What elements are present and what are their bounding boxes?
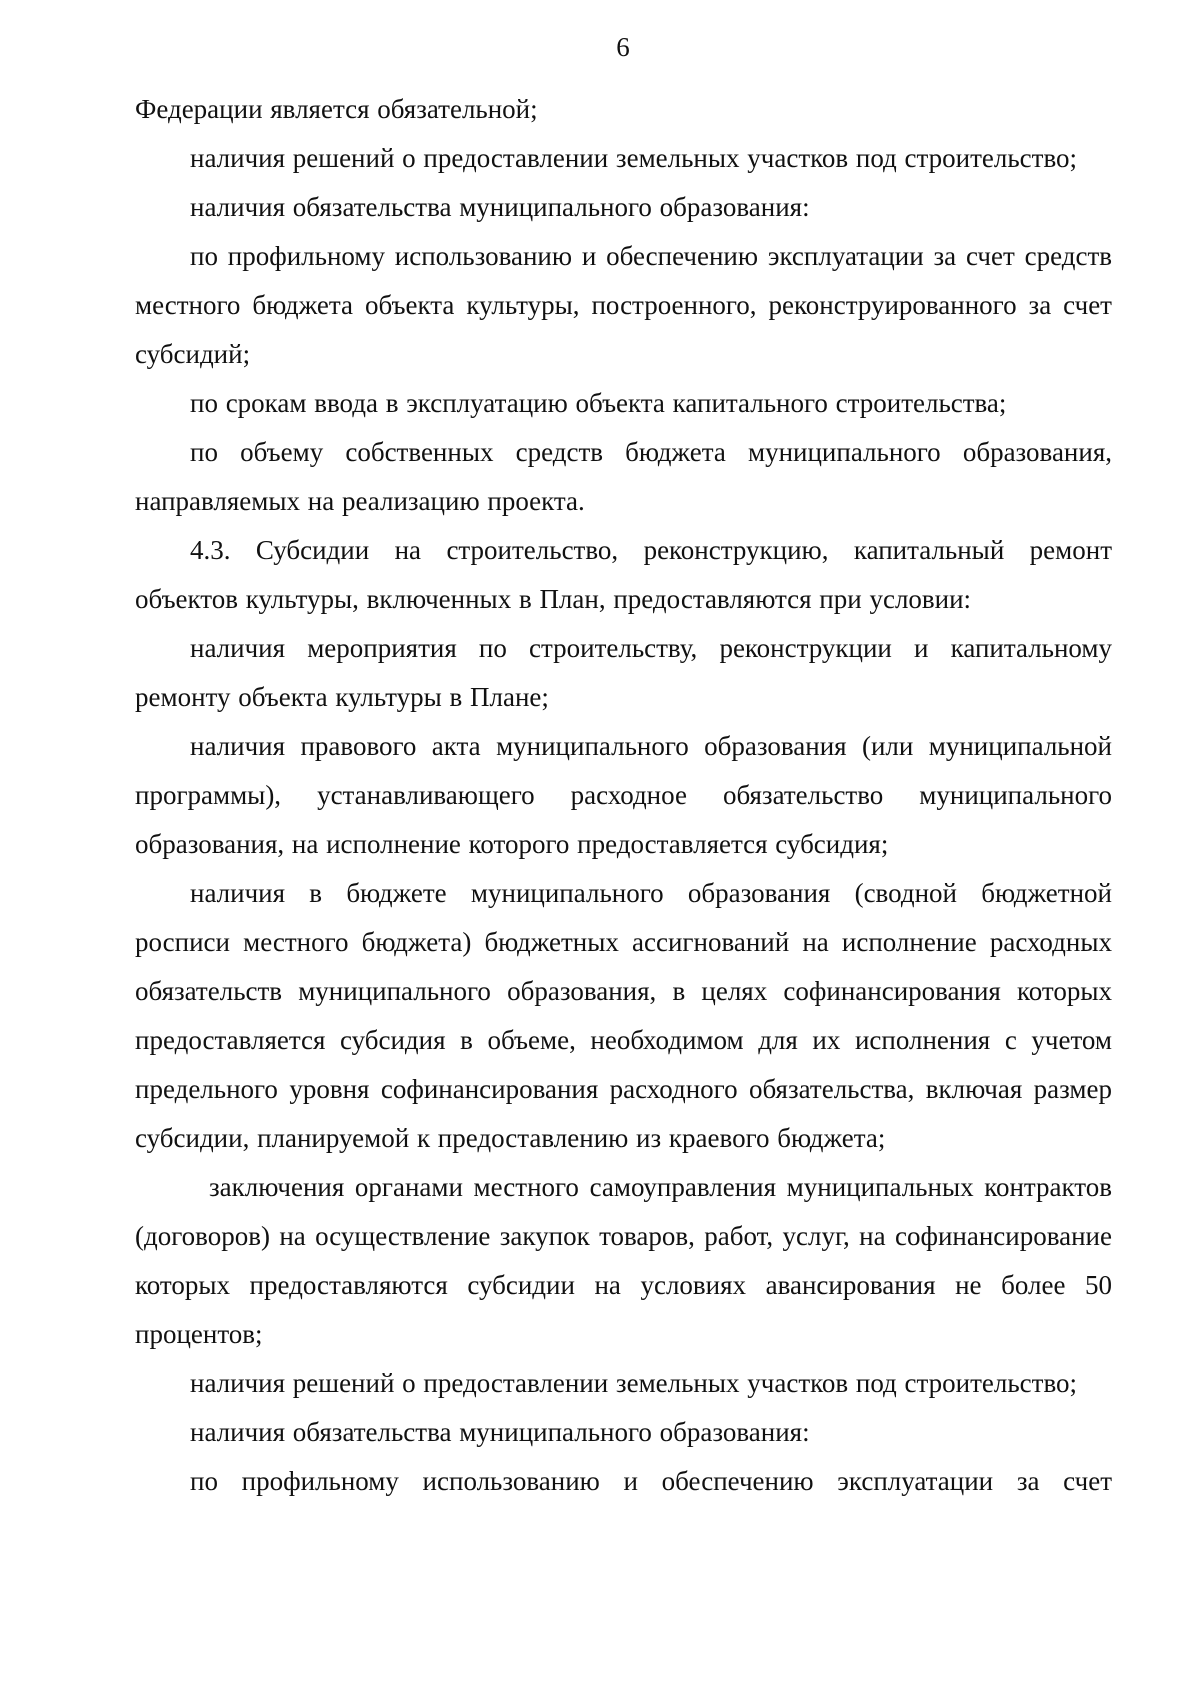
page-number: 6: [616, 32, 630, 62]
paragraph: по срокам ввода в эксплуатацию объекта капитального строительства;: [190, 388, 1007, 418]
paragraph: наличия обязательства муниципального образования:: [190, 1417, 810, 1447]
paragraph: по профильному использованию и обеспечению эксплуатации за счет: [190, 1466, 1112, 1496]
paragraph: наличия обязательства муниципального образования:: [190, 192, 810, 222]
paragraph: заключения органами местного самоуправления муниципальных контрактов (договоров) на осуществление закупок товаров, работ, услуг, на софинансирование которых предоставляются субсидии на условиях авансирования не более 50 процентов;: [135, 1172, 1112, 1349]
paragraph: Федерации является обязательной;: [135, 94, 538, 124]
paragraph: наличия решений о предоставлении земельных участков под строительство;: [190, 1368, 1078, 1398]
paragraph: наличия в бюджете муниципального образования (сводной бюджетной росписи местного бюджета) бюджетных ассигнований на исполнение расходных обязательств муниципального образования, в целях софинансирования которых предоставляется субсидия в объеме, необходимом для их исполнения с учетом предельного уровня софинансирования расходного обязательства, включая размер субсидии, планируемой к предоставлению из краевого бюджета;: [135, 878, 1112, 1153]
paragraph: наличия правового акта муниципального образования (или муниципальной программы), устанавливающего расходное обязательство муниципального образования, на исполнение которого предоставляется субсидия;: [135, 731, 1112, 859]
paragraph: 4.3. Субсидии на строительство, реконструкцию, капитальный ремонт объектов культуры, включенных в План, предоставляются при условии:: [135, 535, 1112, 614]
paragraph: наличия мероприятия по строительству, реконструкции и капитальному ремонту объекта культуры в Плане;: [135, 633, 1112, 712]
paragraph: наличия решений о предоставлении земельных участков под строительство;: [190, 143, 1078, 173]
paragraph: по объему собственных средств бюджета муниципального образования, направляемых на реализацию проекта.: [135, 437, 1112, 516]
document-body: [135, 85, 1112, 1506]
paragraph: по профильному использованию и обеспечению эксплуатации за счет средств местного бюджета объекта культуры, построенного, реконструированного за счет субсидий;: [135, 241, 1112, 369]
